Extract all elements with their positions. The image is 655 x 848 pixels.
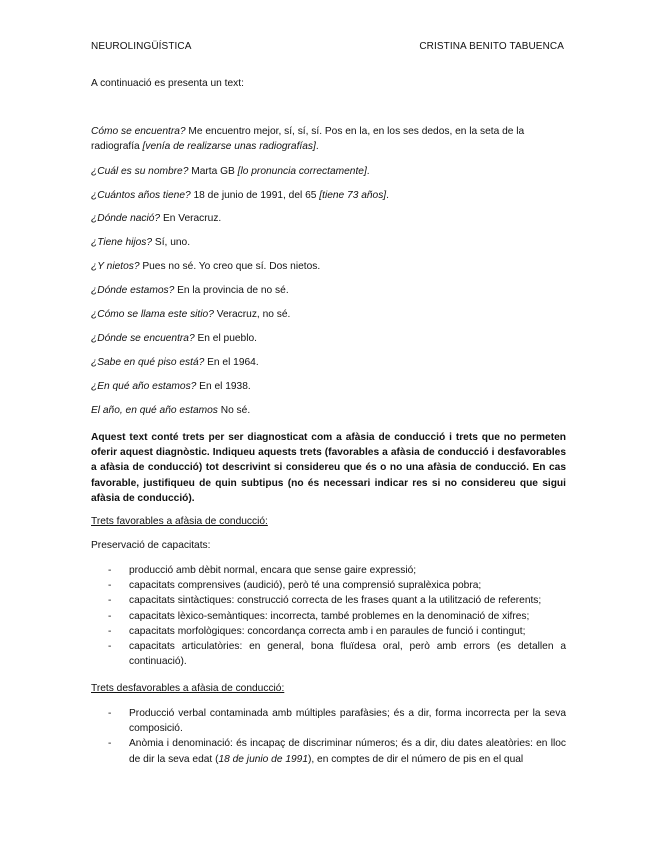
transcript-answer: En el pueblo. <box>194 333 257 344</box>
exercise-question: Aquest text conté trets per ser diagnosticat com a afàsia de conducció i trets que no permeten oferir aquest diagnòstic. Indiqueu aquests trets (favorables a afàsia de conducció i desfavorables a afàsia de conducció) tot descrivint si considereu que és o no una afàsia de conducció. En cas favorable, justifiqueu de quin subtipus (no és necessari indicar res si no considereu que sigui afàsia de conducció). <box>91 432 566 504</box>
header-right: CRISTINA BENITO TABUENCA <box>419 41 564 52</box>
favorable-section-title: Trets favorables a afàsia de conducció: <box>91 516 268 527</box>
favorable-subtitle: Preservació de capacitats: <box>91 540 211 551</box>
transcript-answer: Marta GB <box>188 166 238 177</box>
list-item <box>91 609 566 624</box>
transcript-question: ¿Cuál es su nombre? <box>91 166 189 177</box>
list-item <box>91 578 566 593</box>
list-item-text: capacitats sintàctiques: construcció correcta de les frases quant a la utilització de referents; <box>129 595 542 607</box>
transcript-line <box>91 235 566 250</box>
list-item <box>91 624 566 639</box>
transcript-line <box>91 164 566 179</box>
transcript-question: Cómo se encuentra? <box>91 126 186 137</box>
transcript-answer: En el 1964. <box>204 357 259 368</box>
transcript-answer: Me encuentro mejor, sí, sí, sí. Pos en la, en los ses dedos, en la seta de la radiografía <box>91 126 525 152</box>
transcript-answer: 18 de junio de 1991, del 65 <box>190 190 320 201</box>
bullet-dash: - <box>108 738 112 750</box>
transcript-question: ¿Dónde estamos? <box>91 285 175 296</box>
list-item <box>91 706 566 736</box>
list-item-text: capacitats comprensives (audició), però té una comprensió supralèxica pobra; <box>129 580 482 592</box>
transcript-line <box>91 307 566 322</box>
transcript-line <box>91 379 566 394</box>
transcript-answer: Pues no sé. Yo creo que sí. Dos nietos. <box>139 261 321 272</box>
transcript-question: El año, en qué año estamos <box>91 405 218 416</box>
transcript-answer: En el 1938. <box>196 381 251 392</box>
transcript-question: ¿Dónde se encuentra? <box>91 333 195 344</box>
list-item-text-cont: ), en comptes de dir el número de pis en el qual <box>308 753 524 765</box>
transcript-tail: . <box>386 190 389 201</box>
bullet-dash: - <box>108 610 112 622</box>
transcript-note: [tiene 73 años] <box>319 190 387 201</box>
transcript-question: ¿Cuántos años tiene? <box>91 190 191 201</box>
list-item <box>91 563 566 578</box>
unfavorable-section-title: Trets desfavorables a afàsia de conducció: <box>91 683 285 694</box>
header-left: NEUROLINGÜÍSTICA <box>91 41 192 52</box>
list-item <box>91 593 566 608</box>
transcript-question: ¿En qué año estamos? <box>91 381 197 392</box>
bullet-dash: - <box>108 641 112 653</box>
transcript-line <box>91 124 566 154</box>
transcript-line <box>91 355 566 370</box>
transcript-answer: Sí, uno. <box>152 237 191 248</box>
transcript-note: [venía de realizarse unas radiografías] <box>142 141 316 152</box>
list-item-text: capacitats lèxico-semàntiques: incorrecta, també problemes en la denominació de xifres; <box>129 610 530 622</box>
list-item-text: Anòmia i denominació: és incapaç de discriminar números; és a dir, diu dates aleatòries: en lloc de dir la seva edat ( <box>129 738 566 765</box>
transcript-line <box>91 211 566 226</box>
transcript-answer: Veracruz, no sé. <box>213 309 291 320</box>
transcript-question: ¿Sabe en qué piso está? <box>91 357 205 368</box>
transcript-answer: No sé. <box>217 405 251 416</box>
transcript-question: ¿Y nietos? <box>91 261 140 272</box>
bullet-dash: - <box>108 708 112 719</box>
transcript-question: ¿Tiene hijos? <box>91 237 153 248</box>
transcript-line <box>91 188 566 203</box>
list-item-text: capacitats morfològiques: concordança correcta amb i en paraules de funció i contingut; <box>129 625 526 637</box>
transcript-line <box>91 283 566 298</box>
bullet-dash: - <box>108 625 112 637</box>
list-item-text: capacitats articulatòries: en general, bona fluïdesa oral, però amb errors (es detallen a continuació). <box>129 641 566 668</box>
bullet-dash: - <box>108 565 112 576</box>
transcript-answer: En Veracruz. <box>160 213 222 224</box>
bullet-dash: - <box>108 595 112 607</box>
unfavorable-list <box>91 706 566 767</box>
favorable-list <box>91 563 566 669</box>
list-item-text: Producció verbal contaminada amb múltiples parafàsies; és a dir, forma incorrecta per la seva composició. <box>129 708 566 735</box>
transcript-line <box>91 403 566 418</box>
transcript-question: ¿Cómo se llama este sitio? <box>91 309 214 320</box>
intro-text: A continuació es presenta un text: <box>91 78 244 89</box>
transcript-line <box>91 259 566 274</box>
transcript-question: ¿Dónde nació? <box>91 213 161 224</box>
bullet-dash: - <box>108 580 112 592</box>
list-item-text: producció amb dèbit normal, encara que sense gaire expressió; <box>129 565 417 576</box>
transcript-tail: . <box>315 141 319 152</box>
transcript-tail: . <box>366 166 370 177</box>
transcript-answer: En la provincia de no sé. <box>174 285 289 296</box>
transcript-line <box>91 331 566 346</box>
list-item <box>91 639 566 669</box>
list-item <box>91 736 566 766</box>
list-item-emphasis: 18 de junio de 1991 <box>218 753 308 765</box>
transcript-note: [lo pronuncia correctamente] <box>237 166 367 177</box>
